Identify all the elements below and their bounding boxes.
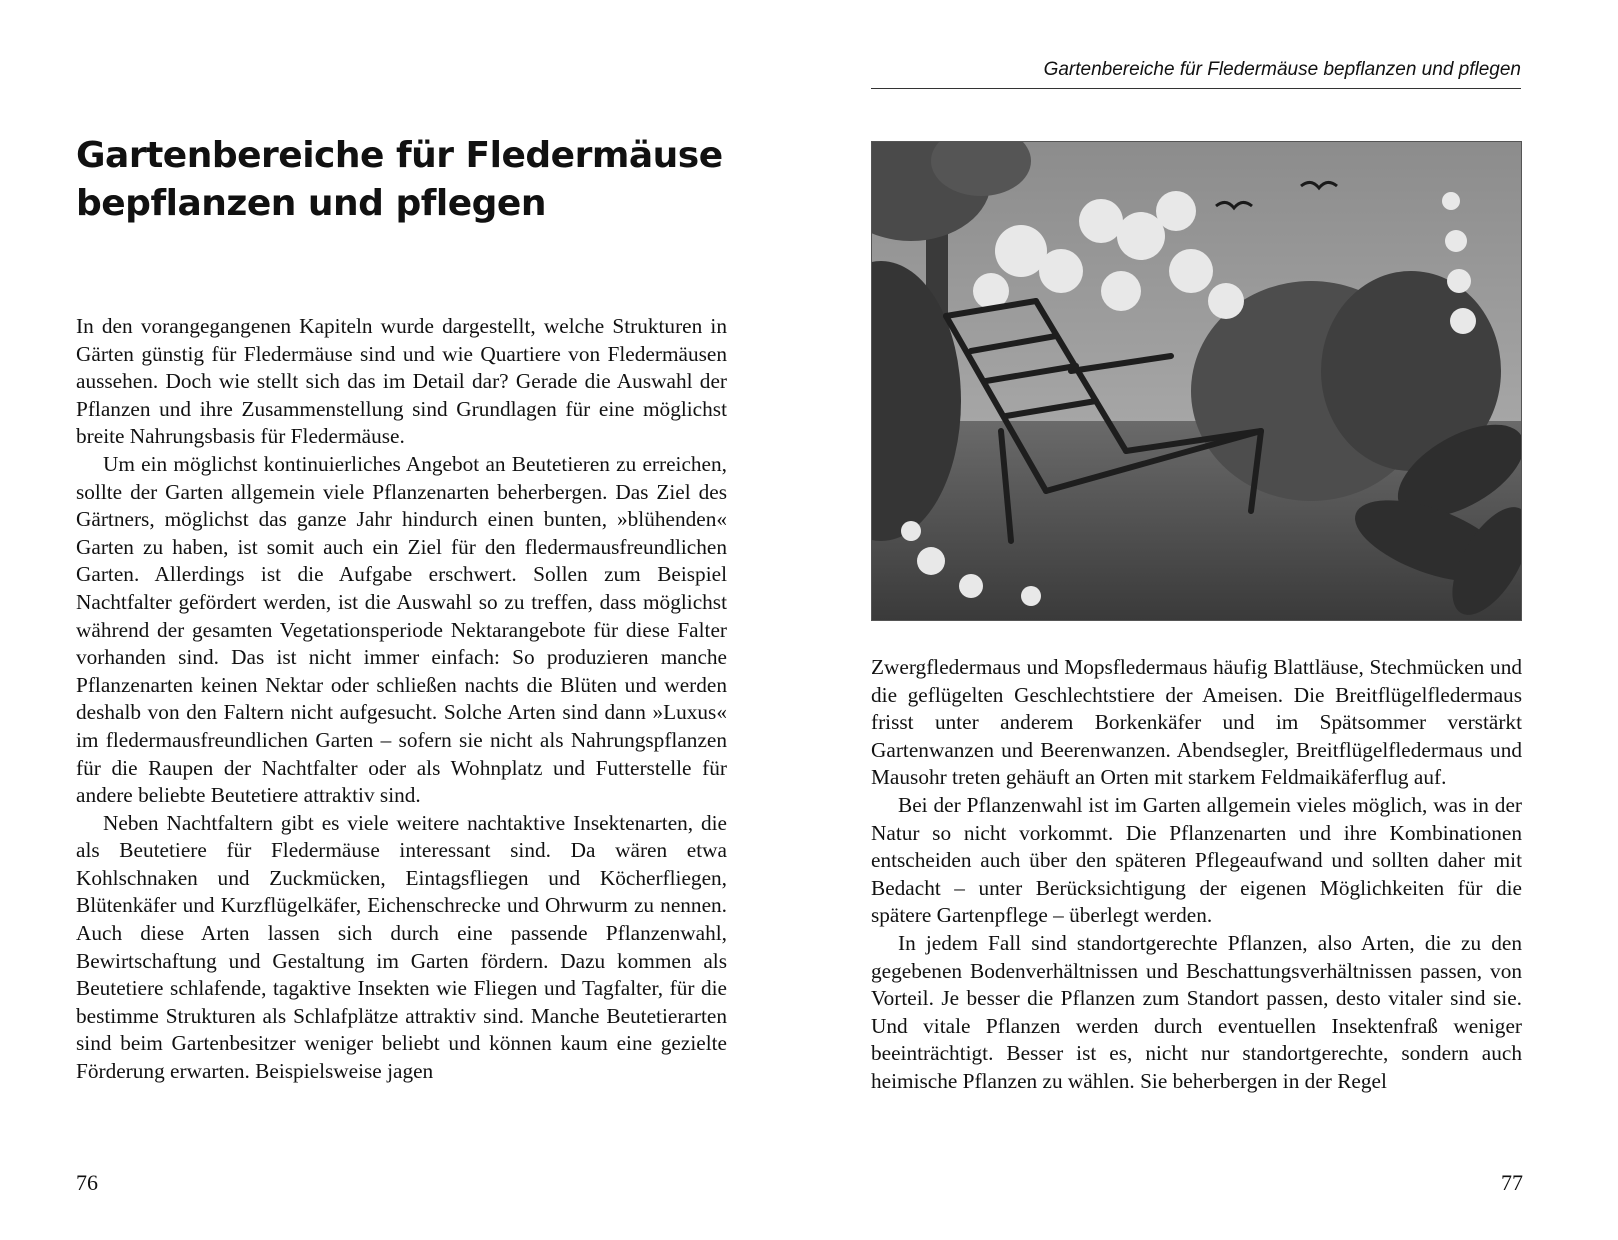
paragraph: Bei der Pflanzenwahl ist im Garten allgemein vieles möglich, was in der Natur so nicht vorkommt. Die Pflanzenarten und ihre Kombinationen entscheiden auch über den späteren Pflegeaufwand und sollten daher mit Bedacht – unter Berücksichtigung der eigenen Möglichkeiten für die spätere Gartenpflege – überlegt werden. [871, 792, 1522, 928]
paragraph: In jedem Fall sind standortgerechte Pflanzen, also Arten, die zu den gegebenen Bodenverhältnissen und Beschattungsverhältnissen passen, von Vorteil. Je besser die Pflanzen zum Standort passen, desto vitaler sind sie. Und vitale Pflanzen werden durch eventuellen Insektenfraß weniger beeinträchtigt. Besser ist es, nicht nur standortgerechte, sondern auch heimische Pflanzen zu wählen. Sie beherbergen in der Regel [871, 930, 1522, 1093]
garden-illustration [871, 141, 1522, 621]
chapter-title-line-1: Gartenbereiche für Fledermäuse [76, 135, 723, 176]
chapter-title [76, 132, 736, 228]
right-body-text [871, 654, 1522, 1096]
page-number-right: 77 [1501, 1170, 1523, 1195]
right-page [809, 0, 1618, 1240]
paragraph: Um ein möglichst kontinuierliches Angebot an Beutetieren zu erreichen, sollte der Garten allgemein viele Pflanzenarten beherbergen. Das Ziel des Gärtners, möglichst das ganze Jahr hindurch einen bunten, »blühenden« Garten zu haben, ist somit auch ein Ziel für den fledermausfreundlichen Garten. Allerdings ist die Aufgabe erschwert. Sollen zum Beispiel Nachtfalter gefördert werden, ist die Auswahl so zu treffen, dass möglichst während der gesamten Vegetationsperiode Nektarangebote für diese Falter vorhanden sind. Das ist nicht immer einfach: So produzieren manche Pflanzenarten keinen Nektar oder schließen nachts die Blüten und werden deshalb von den Faltern nicht aufgesucht. Solche Arten sind dann »Luxus« im fledermausfreundlichen Garten – sofern sie nicht als Nahrungspflanzen für die Raupen der Nachtfalter oder als Wohnplatz und Futterstelle für andere beliebte Beutetiere attraktiv sind. [76, 451, 727, 808]
paragraph: Zwergfledermaus und Mopsfledermaus häufig Blattläuse, Stechmücken und die geflügelten Geschlechtstiere der Ameisen. Die Breitflügelfledermaus frisst unter anderem Borkenkäfer und im Spätsommer verstärkt Gartenwanzen und Beerenwanzen. Abendsegler, Breitflügelfledermaus und Mausohr treten gehäuft an Orten mit starkem Feldmaikäferflug auf. [871, 655, 1522, 790]
page-number-left: 76 [76, 1170, 98, 1195]
left-body-text [76, 313, 727, 1086]
paragraph: In den vorangegangenen Kapiteln wurde dargestellt, welche Strukturen in Gärten günstig für Fledermäuse sind und wie Quartiere von Fledermäusen aussehen. Doch wie stellt sich das im Detail dar? Gerade die Auswahl der Pflanzen und ihre Zusammenstellung sind Grundlagen für eine möglichst breite Nahrungsbasis für Fledermäuse. [76, 314, 727, 449]
garden-deckchair-illustration [871, 141, 1522, 621]
paragraph: Neben Nachtfaltern gibt es viele weitere nachtaktive Insektenarten, die als Beutetiere für Fledermäuse interessant sind. Da wären etwa Kohlschnaken und Zuckmücken, Eintagsfliegen und Köcherfliegen, Blütenkäfer und Kurzflügelkäfer, Eichenschrecke und Ohrwurm zu nennen. Auch diese Arten lassen sich durch eine passende Pflanzenwahl, Bewirtschaftung und Gestaltung im Garten fördern. Dazu kommen als Beutetiere schlafende, tagaktive Insekten wie Fliegen und Tagfalter, für die bestimme Strukturen als Schlafplätze attraktiv sind. Manche Beutetierarten sind beim Gartenbesitzer weniger beliebt und können kaum eine gezielte Förderung erwarten. Beispielsweise jagen [76, 810, 727, 1084]
running-head: Gartenbereiche für Fledermäuse bepflanzen und pflegen [871, 58, 1521, 89]
chapter-title-line-2: bepflanzen und pflegen [76, 183, 546, 224]
